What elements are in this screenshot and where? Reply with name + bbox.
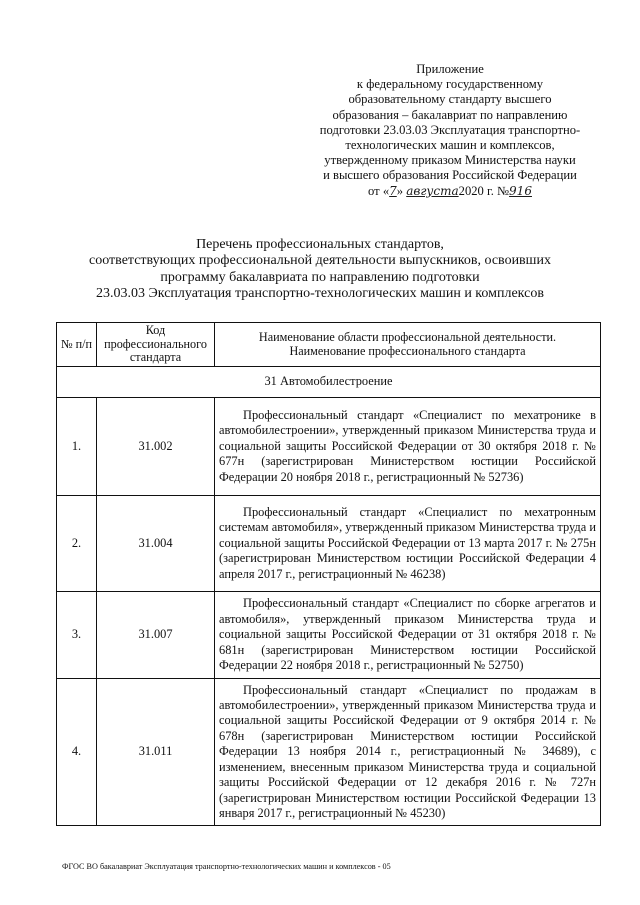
row-text: Профессиональный стандарт «Специалист по сборке агрегатов и автомобиля», утвержденный приказом Министерства труда и социальной защиты Российской Федерации от 31 октября 2018 г. № 681н (зарегистрирован Министерством юстиции Российской Федерации 22 ноября 2018 г., регистрационный № 52750) [219,596,596,673]
table-row [57,398,601,496]
sign-year: 2020 г. № [458,183,510,198]
row-description [215,592,601,679]
page-footer: ФГОС ВО бакалавриат Эксплуатация транспортно-технологических машин и комплексов - 05 [62,862,391,871]
table-row [57,592,601,679]
appendix-block [300,62,600,199]
table-row [57,679,601,826]
row-text: Профессиональный стандарт «Специалист по продажам в автомобилестроении», утвержденный приказом Министерства труда и социальной защиты Российской Федерации от 9 октября 2014 г. № 678н (зарегистрирован Министерством юстиции Российской Федерации 13 ноября 2014 г., регистрационный № 34689), с изменением, внесенным приказом Министерства труда и социальной защиты Российской Федерации от 12 декабря 2016 г. № 727н (зарегистрирован Министерством юстиции Российской Федерации 13 января 2017 г., регистрационный № 45230) [219,682,596,820]
document-title [40,237,600,302]
section-title: 31 Автомобилестроение [57,367,601,398]
row-description [215,496,601,592]
sign-month: августа [406,183,459,198]
table-header-row [57,323,601,367]
row-code: 31.011 [97,679,215,826]
appendix-line: и высшего образования Российской Федерации [323,168,577,183]
appendix-line: образования – бакалавриат по направлению [332,107,568,122]
title-line: соответствующих профессиональной деятельности выпускников, освоивших [89,253,551,269]
order-signature-line [300,184,600,199]
row-code: 31.004 [97,496,215,592]
sign-number: 916 [509,183,532,198]
title-line: 23.03.03 Эксплуатация транспортно-технологических машин и комплексов [96,285,544,301]
section-row [57,367,601,398]
table-row [57,496,601,592]
sign-day: 7 [389,183,397,198]
title-line: программу бакалавриата по направлению подготовки [160,269,480,285]
appendix-line: подготовки 23.03.03 Эксплуатация транспортно- [319,122,581,137]
header-name: Наименование области профессиональной деятельности. Наименование профессионального стандарта [215,323,601,367]
row-description [215,679,601,826]
header-code: Код профессионального стандарта [97,323,215,367]
sign-prefix: от « [368,183,390,198]
row-num: 3. [57,592,97,679]
row-num: 4. [57,679,97,826]
appendix-line: образовательному стандарту высшего [348,92,552,107]
header-num: № п/п [57,323,97,367]
row-code: 31.002 [97,398,215,496]
row-code: 31.007 [97,592,215,679]
appendix-line: Приложение [416,62,484,76]
appendix-line: к федеральному государственному [356,77,544,92]
row-text: Профессиональный стандарт «Специалист по мехатронным системам автомобиля», утвержденный приказом Министерства труда и социальной защиты Российской Федерации от 13 марта 2017 г. № 275н (зарегистрирован Министерством юстиции Российской Федерации 4 апреля 2017 г., регистрационный № 46238) [219,504,596,581]
appendix-line: утвержденному приказом Министерства науки [324,153,576,168]
row-num: 1. [57,398,97,496]
title-line: Перечень профессиональных стандартов, [196,237,444,252]
appendix-line: технологических машин и комплексов, [345,138,555,153]
row-text: Профессиональный стандарт «Специалист по мехатронике в автомобилестроении», утвержденный приказом Министерства труда и социальной защиты Российской Федерации от 30 октября 2018 г. № 677н (зарегистрирован Министерством юстиции Российской Федерации 20 ноября 2018 г., регистрационный № 52736) [219,407,596,484]
sign-mid: » [396,183,404,198]
row-num: 2. [57,496,97,592]
row-description [215,398,601,496]
standards-table [56,322,601,826]
